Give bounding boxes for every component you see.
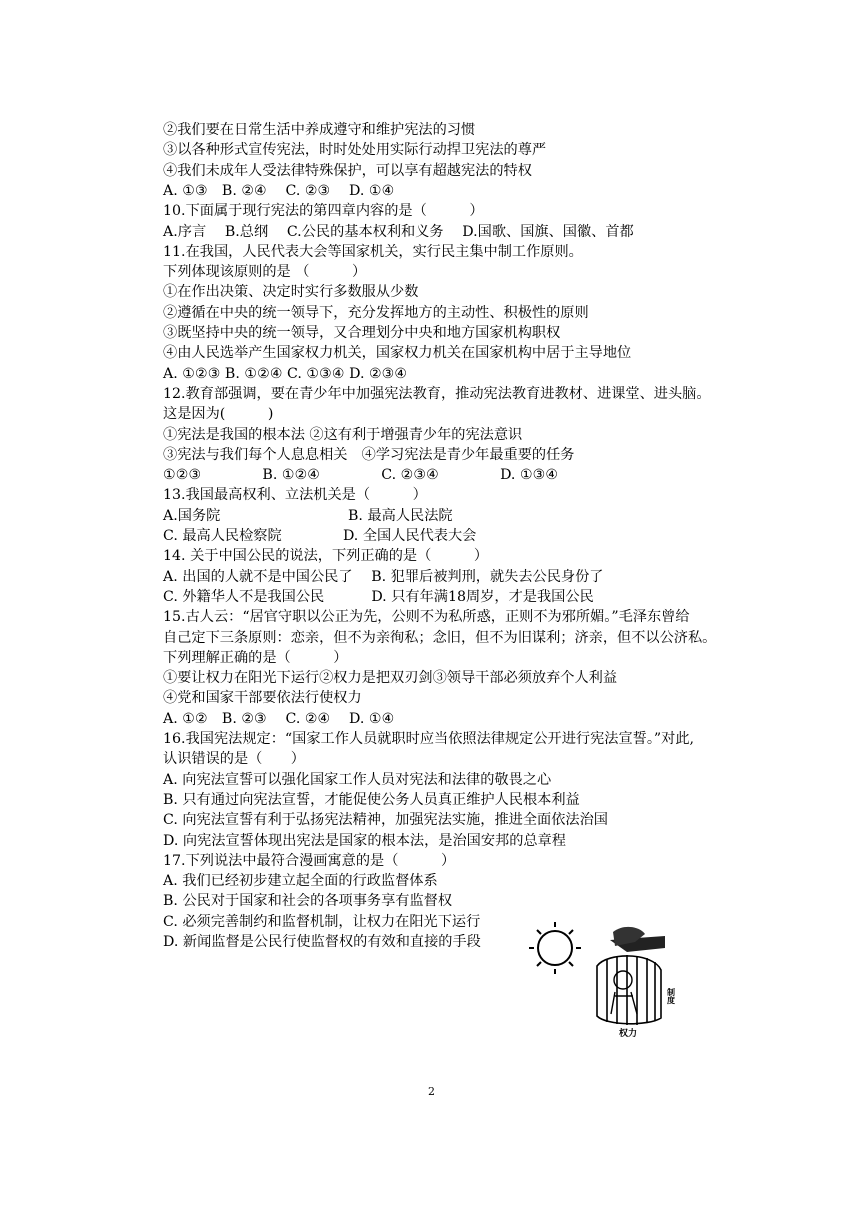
hand-icon	[610, 927, 665, 952]
text-line: C. 必须完善制约和监督机制，让权力在阳光下运行	[163, 913, 481, 930]
text-line: 17.下列说法中最符合漫画寓意的是（ ）	[163, 852, 456, 869]
text-line: ③宪法与我们每个人息息相关 ④学习宪法是青少年最重要的任务	[163, 446, 575, 463]
text-line: A. 我们已经初步建立起全面的行政监督体系	[163, 873, 438, 890]
text-line: 认识错误的是（ ）	[163, 751, 305, 768]
text-line: 下列理解正确的是（ ）	[163, 649, 348, 666]
text-line: ③既坚持中央的统一领导，又合理划分中央和地方国家机构职权	[163, 325, 561, 341]
text-line: ④党和国家干部要依法行使权力	[163, 690, 362, 707]
text-line: A. ①②③ B. ①②④ C. ①③④ D. ②③④	[163, 365, 408, 382]
text-line: 16.我国宪法规定：“国家工作人员就职时应当依照法律规定公开进行宪法宣誓。”对此,	[163, 731, 695, 747]
text-line: ①②③ B. ①②④ C. ②③④ D. ①③④	[163, 467, 559, 484]
text-line: A. ①② B. ②③ C. ②④ D. ①④	[163, 710, 395, 727]
text-line: B. 公民对于国家和社会的各项事务享有监督权	[163, 893, 453, 910]
text-line: C. 向宪法宣誓有利于弘扬宪法精神，加强宪法实施，推进全面依法治国	[163, 812, 608, 829]
text-line: 12.教育部强调，要在青少年中加强宪法教育，推动宪法教育进教材、进课堂、进头脑。	[163, 385, 711, 402]
text-line: 11.在我国，人民代表大会等国家机关，实行民主集中制工作原则。	[163, 243, 583, 260]
text-line: A. ①③ B. ②④ C. ②③ D. ①④	[163, 182, 395, 199]
text-line: 10.下面属于现行宪法的第四章内容的是（ ）	[163, 203, 484, 220]
text-line: 15.古人云：“居官守职以公正为先，公则不为私所惑，正则不为邪所媚。”毛泽东曾给	[163, 609, 690, 626]
sun-icon	[529, 922, 581, 974]
figure-icon	[611, 971, 637, 1014]
text-line: ④由人民选举产生国家权力机关，国家权力机关在国家机构中居于主导地位	[163, 345, 632, 362]
text-line: C. 最高人民检察院 D. 全国人民代表大会	[163, 528, 477, 544]
text-line: A. 向宪法宣誓可以强化国家工作人员对宪法和法律的敬畏之心	[163, 771, 552, 788]
cage-icon	[597, 955, 661, 1025]
text-line: 下列体现该原则的是 （ ）	[163, 264, 367, 281]
text-line: C. 外籍华人不是我国公民 D. 只有年满18周岁，才是我国公民	[163, 588, 594, 605]
text-line: 13.我国最高权利、立法机关是（ ）	[163, 487, 427, 504]
page-number: 2	[428, 1085, 435, 1098]
text-line: ③以各种形式宣传宪法，时时处处用实际行动捍卫宪法的尊严	[163, 142, 547, 159]
text-line: 自己定下三条原则：恋亲，但不为亲徇私；念旧，但不为旧谋利；济亲，但不以公济私。	[163, 629, 717, 646]
text-line: B. 只有通过向宪法宣誓，才能促使公务人员真正维护人民根本利益	[163, 791, 580, 808]
text-line: 14. 关于中国公民的说法，下列正确的是（ ）	[163, 548, 489, 565]
text-line: ①宪法是我国的根本法 ②这有利于增强青少年的宪法意识	[163, 426, 523, 443]
cartoon-label-power: 权力	[619, 1029, 638, 1039]
text-line: A.国务院 B. 最高人民法院	[163, 507, 453, 524]
cartoon-label-system: 制度	[666, 988, 676, 1004]
text-line: D. 向宪法宣誓体现出宪法是国家的根本法，是治国安邦的总章程	[163, 832, 566, 849]
text-line: D. 新闻监督是公民行使监督权的有效和直接的手段	[163, 934, 481, 950]
text-line: ②我们要在日常生活中养成遵守和维护宪法的习惯	[163, 122, 476, 138]
text-line: ④我们未成年人受法律特殊保护，可以享有超越宪法的特权	[163, 162, 532, 179]
text-line: ①要让权力在阳光下运行②权力是把双刃剑③领导干部必须放弃个人利益	[163, 670, 618, 687]
text-line: ①在作出决策、决定时实行多数服从少数	[163, 284, 419, 301]
text-line: A. 出国的人就不是中国公民了 B. 犯罪后被判刑，就失去公民身份了	[163, 568, 604, 585]
text-line: 这是因为( )	[163, 406, 274, 423]
text-line: ②遵循在中央的统一领导下，充分发挥地方的主动性、积极性的原则	[163, 304, 589, 321]
text-line: A.序言 B.总纲 C.公民的基本权利和义务 D.国歌、国旗、国徽、首都	[163, 223, 634, 240]
cartoon-illustration	[515, 918, 695, 1043]
